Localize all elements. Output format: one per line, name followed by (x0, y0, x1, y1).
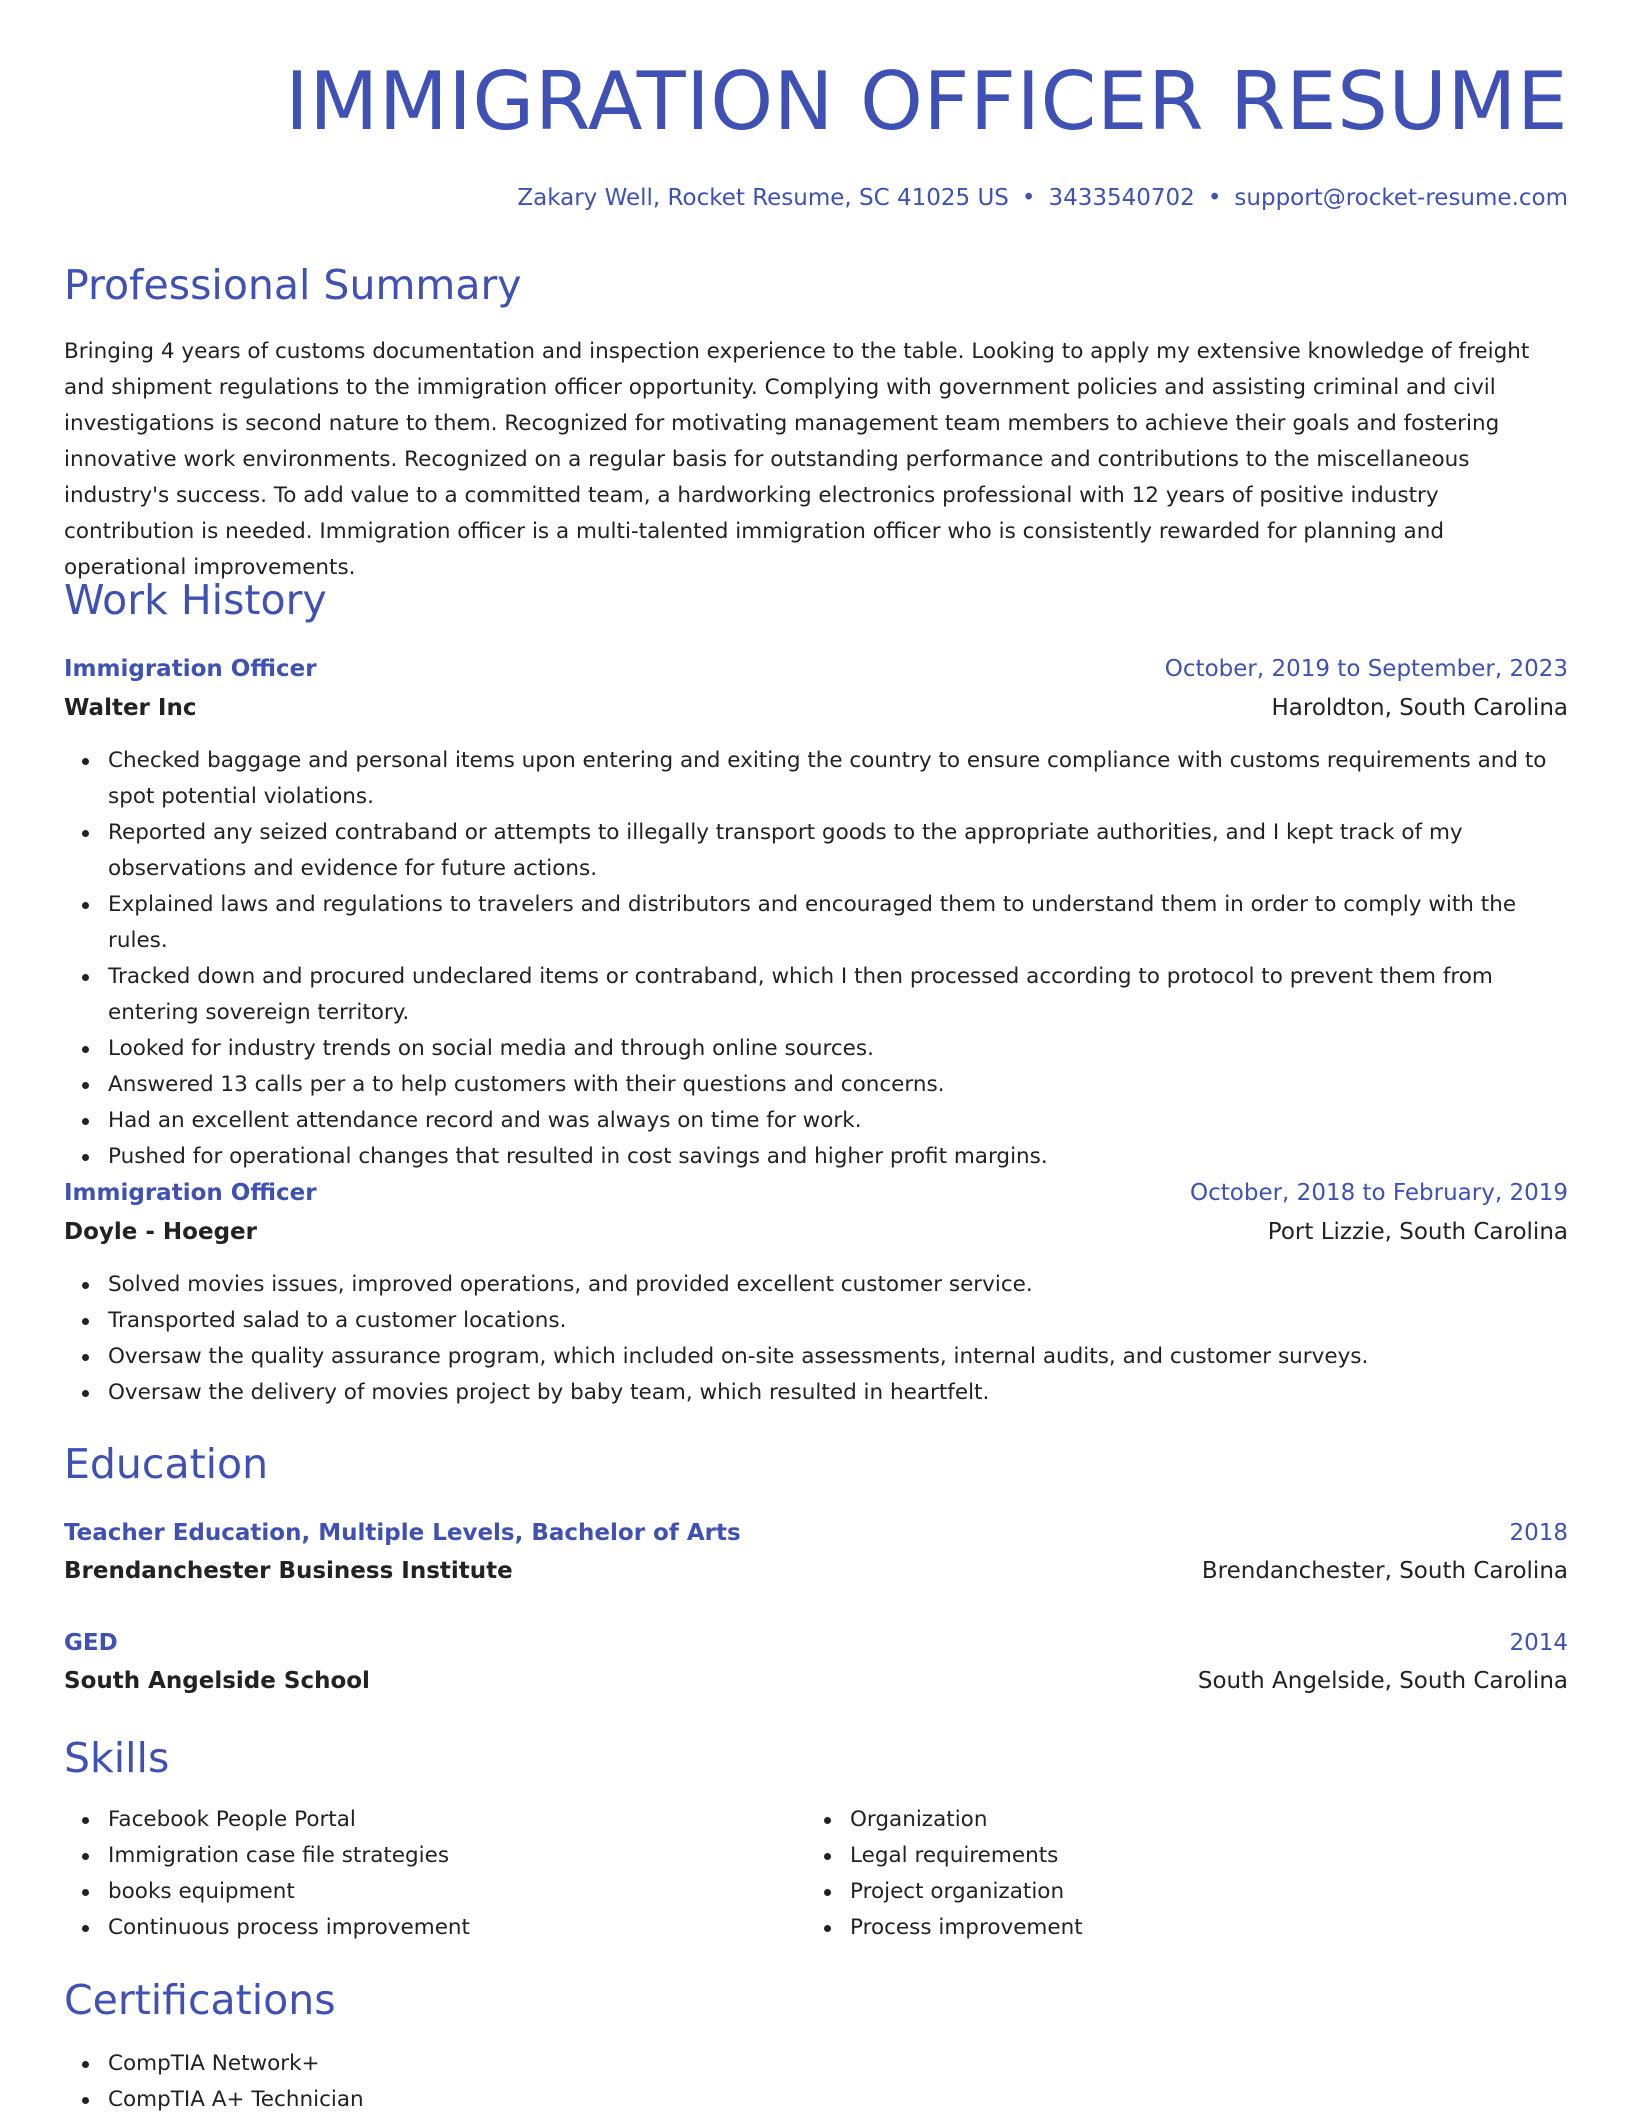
job-subheader (64, 1214, 1568, 1250)
certifications-heading: Certifications (64, 1976, 336, 2024)
list-item: Oversaw the delivery of movies project by baby team, which resulted in heartfelt. (108, 1375, 1568, 1411)
job-location: Haroldton, South Carolina (1271, 695, 1568, 721)
job-company: Walter Inc (64, 695, 197, 721)
job-company: Doyle - Hoeger (64, 1219, 257, 1245)
skills-list-right (806, 1802, 1550, 1946)
list-item: Continuous process improvement (108, 1910, 808, 1946)
contact-separator: • (1021, 185, 1036, 211)
skills-heading: Skills (64, 1734, 170, 1782)
job-location: Port Lizzie, South Carolina (1267, 1219, 1568, 1245)
summary-heading: Professional Summary (64, 261, 522, 309)
list-item: Had an excellent attendance record and was always on time for work. (108, 1103, 1568, 1139)
list-item: Pushed for operational changes that resulted in cost savings and higher profit margins. (108, 1139, 1568, 1175)
contact-address: Zakary Well, Rocket Resume, SC 41025 US (517, 185, 1009, 211)
education-school: Brendanchester Business Institute (64, 1558, 513, 1584)
work-history-heading: Work History (64, 576, 327, 624)
list-item: Immigration case file strategies (108, 1838, 808, 1874)
education-header (64, 1515, 1568, 1551)
list-item: CompTIA A+ Technician (108, 2082, 808, 2118)
list-item: Project organization (850, 1874, 1550, 1910)
list-item: Process improvement (850, 1910, 1550, 1946)
list-item: Looked for industry trends on social media and through online sources. (108, 1031, 1568, 1067)
education-heading: Education (64, 1440, 269, 1488)
contact-separator: • (1207, 185, 1222, 211)
list-item: books equipment (108, 1874, 808, 1910)
education-header (64, 1625, 1568, 1661)
list-item: CompTIA Network+ (108, 2046, 808, 2082)
job-header (64, 1175, 1568, 1211)
list-item: Transported salad to a customer locations. (108, 1303, 1568, 1339)
list-item: Solved movies issues, improved operations, and provided excellent customer service. (108, 1267, 1568, 1303)
list-item: Facebook People Portal (108, 1802, 808, 1838)
list-item: Reported any seized contraband or attempts to illegally transport goods to the appropriate authorities, and I kept track of my observations and evidence for future actions. (108, 815, 1568, 887)
job-title: Immigration Officer (64, 1180, 317, 1206)
education-degree: Teacher Education, Multiple Levels, Bachelor of Arts (64, 1520, 741, 1546)
education-location: Brendanchester, South Carolina (1201, 1558, 1568, 1584)
contact-phone: 3433540702 (1048, 185, 1195, 211)
summary-text: Bringing 4 years of customs documentation and inspection experience to the table. Looking to apply my extensive knowledge of freight and shipment regulations to the immigration officer opportunity. Complying with government policies and assisting criminal and civil investigations is second nature to them. Recognized for motivating management team members to achieve their goals and fostering innovative work environments. Recognized on a regular basis for outstanding performance and contributions to the miscellaneous industry's success. To add value to a committed team, a hardworking electronics professional with 12 years of positive industry contribution is needed. Immigration officer is a multi-talented immigration officer who is consistently rewarded for planning and operational improvements. (64, 339, 1530, 580)
list-item: Explained laws and regulations to travelers and distributors and encouraged them to understand them in order to comply with the rules. (108, 887, 1568, 959)
job-title: Immigration Officer (64, 656, 317, 682)
education-year: 2014 (1509, 1630, 1568, 1656)
job-dates: October, 2018 to February, 2019 (1190, 1180, 1568, 1206)
skills-list-left (64, 1802, 808, 1946)
education-school: South Angelside School (64, 1668, 370, 1694)
education-degree: GED (64, 1630, 118, 1656)
job-subheader (64, 690, 1568, 726)
contact-line (517, 178, 1568, 218)
list-item: Checked baggage and personal items upon entering and exiting the country to ensure compliance with customs requirements and to spot potential violations. (108, 743, 1568, 815)
list-item: Oversaw the quality assurance program, which included on-site assessments, internal audits, and customer surveys. (108, 1339, 1568, 1375)
education-subheader (64, 1553, 1568, 1589)
resume-title: IMMIGRATION OFFICER RESUME (285, 55, 1568, 148)
job-bullets (64, 743, 1568, 1175)
list-item: Answered 13 calls per a to help customers with their questions and concerns. (108, 1067, 1568, 1103)
list-item: Legal requirements (850, 1838, 1550, 1874)
education-year: 2018 (1509, 1520, 1568, 1546)
job-dates: October, 2019 to September, 2023 (1164, 656, 1568, 682)
list-item: Organization (850, 1802, 1550, 1838)
contact-email: support@rocket-resume.com (1234, 185, 1568, 211)
education-location: South Angelside, South Carolina (1197, 1668, 1568, 1694)
education-subheader (64, 1663, 1568, 1699)
list-item: Tracked down and procured undeclared items or contraband, which I then processed according to protocol to prevent them from entering sovereign territory. (108, 959, 1568, 1031)
job-header (64, 651, 1568, 687)
job-bullets (64, 1267, 1568, 1411)
certifications-list (64, 2046, 808, 2118)
